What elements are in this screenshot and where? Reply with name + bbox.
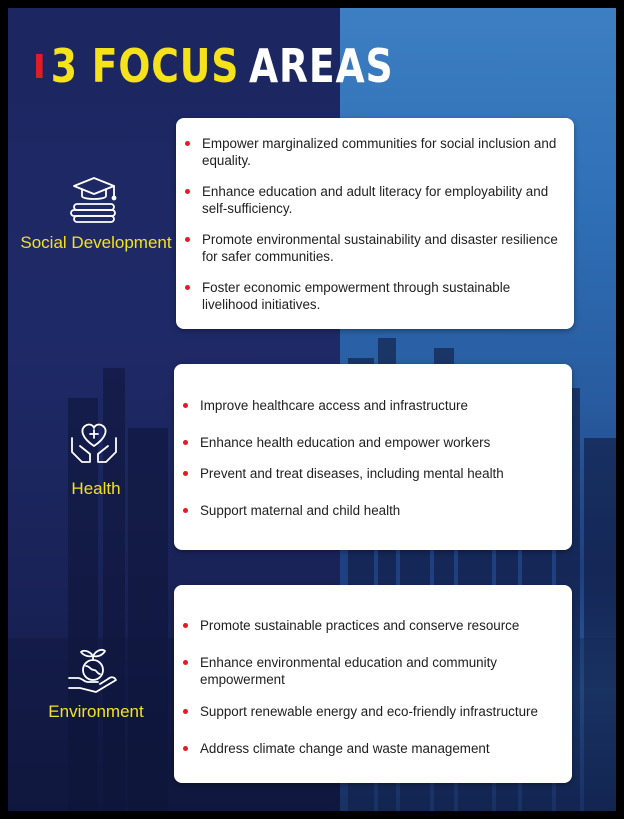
hand-globe-sprout-icon xyxy=(66,642,120,696)
list-item xyxy=(202,135,564,169)
list-item xyxy=(200,740,562,757)
list-item-text: Empower marginalized communities for social inclusion and equality. xyxy=(202,136,557,168)
list-item-text: Improve healthcare access and infrastructure xyxy=(200,398,468,413)
list-item-text: Support maternal and child health xyxy=(200,503,401,518)
list-item xyxy=(200,465,562,482)
card-environment xyxy=(174,585,572,783)
list-item xyxy=(200,703,562,720)
bullet-dot xyxy=(183,660,188,665)
area-label-health: Health xyxy=(71,479,121,498)
list-item-text: Prevent and treat diseases, including mental health xyxy=(200,466,504,481)
area-label-environment: Environment xyxy=(48,702,144,721)
bullet-dot xyxy=(183,623,188,628)
card-health xyxy=(174,364,572,550)
list-item-text: Foster economic empowerment through sustainable livelihood initiatives. xyxy=(202,280,511,312)
title-accent-bar xyxy=(36,54,43,78)
title-accent-text: 3 FOCUS xyxy=(50,39,240,93)
list-item-text: Support renewable energy and eco-friendly infrastructure xyxy=(200,704,538,719)
bullet-dot xyxy=(185,237,190,242)
list-item xyxy=(202,183,564,217)
area-label-social-development: Social Development xyxy=(20,233,172,252)
list-item-text: Address climate change and waste management xyxy=(200,741,490,756)
card-social-development xyxy=(176,118,574,329)
list-item-text: Enhance education and adult literacy for employability and self-sufficiency. xyxy=(202,184,549,216)
bullet-dot xyxy=(183,508,188,513)
list-item xyxy=(202,279,564,313)
bullet-dot xyxy=(185,189,190,194)
graduation-cap-books-icon xyxy=(68,174,120,226)
hands-heart-cross-icon xyxy=(68,416,120,468)
title-rest-text: AREAS xyxy=(249,39,394,93)
infographic-frame xyxy=(8,8,616,811)
bullet-dot xyxy=(183,746,188,751)
bullet-dot xyxy=(185,285,190,290)
page-title xyxy=(36,36,394,96)
bullet-dot xyxy=(185,141,190,146)
list-item-text: Promote sustainable practices and conserve resource xyxy=(200,618,520,633)
list-item-text: Promote environmental sustainability and disaster resilience for safer communities. xyxy=(202,232,558,264)
list-item xyxy=(202,231,564,265)
list-item xyxy=(200,397,562,414)
bullet-dot xyxy=(183,709,188,714)
bullet-dot xyxy=(183,440,188,445)
bullet-dot xyxy=(183,471,188,476)
list-item-text: Enhance environmental education and community empowerment xyxy=(200,655,498,687)
list-item xyxy=(200,502,562,519)
list-item xyxy=(200,654,562,688)
list-item xyxy=(200,434,562,451)
list-item xyxy=(200,617,562,634)
list-item-text: Enhance health education and empower workers xyxy=(200,435,491,450)
bullet-dot xyxy=(183,403,188,408)
